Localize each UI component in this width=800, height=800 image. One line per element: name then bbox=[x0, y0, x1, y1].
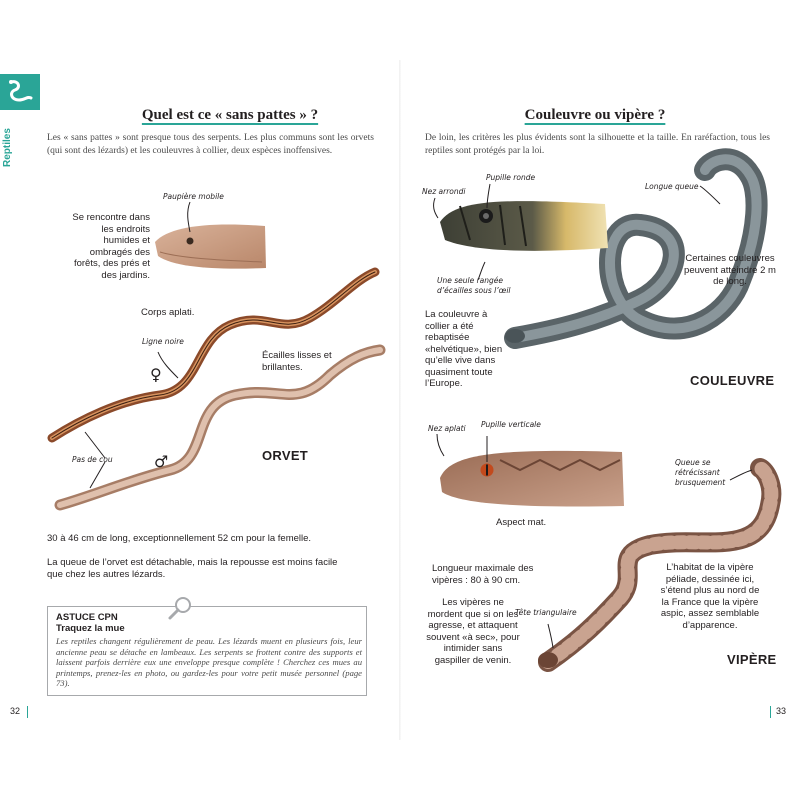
page-number-right: 33 bbox=[776, 706, 787, 716]
label-rangee-ecailles: Une seule rangée d’écailles sous l’œil bbox=[437, 276, 511, 295]
intro-text-right: De loin, les critères les plus évidents sont la silhouette et la taille. En raréfaction, tous les reptiles sont protégés par la loi. bbox=[425, 133, 770, 156]
female-symbol: ♀ bbox=[150, 365, 162, 384]
label-corps: Corps aplati. bbox=[141, 307, 195, 318]
page-number-left: 32 bbox=[10, 706, 21, 716]
label-paupiere: Paupière mobile bbox=[163, 192, 224, 201]
label-habitat-orvet: Se rencontre dans les endroits humides et ombragés des forêts, des prés et des jardins. bbox=[72, 212, 150, 281]
orvet-male-illustration bbox=[60, 350, 380, 505]
label-taille-couleuvre: Certaines couleuvres peuvent atteindre 2 m de long. bbox=[684, 253, 776, 287]
label-nez-aplati: Nez aplati bbox=[428, 424, 466, 433]
couleuvre-body-illustration bbox=[505, 159, 757, 343]
label-tete-triangulaire: Tête triangulaire bbox=[515, 608, 577, 617]
page-title-right: Couleuvre ou vipère ? bbox=[524, 107, 666, 123]
tip-heading: Traquez la mue bbox=[56, 623, 125, 634]
book-gutter bbox=[399, 60, 401, 740]
label-vipere-mordent: Les vipères ne mordent que si on les agresse, et attaquent souvent «à sec», pour intimider sans gaspiller de venin. bbox=[426, 597, 520, 666]
tip-badge: ASTUCE CPN bbox=[56, 612, 118, 623]
label-ligne-noire: Ligne noire bbox=[142, 337, 184, 346]
chapter-label: Reptiles bbox=[2, 128, 13, 168]
male-symbol: ♂ bbox=[154, 452, 169, 471]
orvet-length-text: 30 à 46 cm de long, exceptionnellement 52 cm pour la femelle. bbox=[47, 533, 312, 544]
label-ecailles: Écailles lisses et brillantes. bbox=[262, 350, 332, 373]
label-aspect-mat: Aspect mat. bbox=[496, 517, 547, 528]
page-title-left: Quel est ce « sans pattes » ? bbox=[141, 107, 319, 123]
snake-icon bbox=[5, 78, 35, 106]
label-longue-queue: Longue queue bbox=[645, 182, 699, 191]
vipere-head-illustration bbox=[440, 451, 624, 507]
label-longueur-vipere: Longueur maximale des vipères : 80 à 90 cm. bbox=[432, 563, 534, 586]
species-name-couleuvre: COULEUVRE bbox=[690, 373, 775, 388]
label-nez-arrondi: Nez arrondi bbox=[422, 187, 466, 196]
species-name-orvet: ORVET bbox=[262, 448, 309, 463]
chapter-tab bbox=[0, 74, 40, 110]
page-number-rule-left bbox=[27, 706, 28, 718]
label-queue-retrecissant: Queue se rétrécissant brusquement bbox=[675, 458, 726, 487]
species-name-vipere: VIPÈRE bbox=[727, 652, 777, 667]
label-pas-de-cou: Pas de cou bbox=[72, 455, 113, 464]
tip-body: Les reptiles changent régulièrement de peau. Les lézards muent en plusieurs fois, leur ancienne peau se détache en lambeaux. Les serpents se frottent contre des supports et laissent parfois derrière eux une enveloppe presque complète ! Cherchez ces mues au printemps, prenez-les en photo, ou gardez-les pour votre petit musée personnel (page 73). bbox=[56, 636, 362, 688]
label-pupille-verticale: Pupille verticale bbox=[481, 420, 541, 429]
couleuvre-head-illustration bbox=[440, 201, 608, 251]
label-habitat-vipere: L’habitat de la vipère péliade, dessinée ici, s’étend plus au nord de la France que la vipère aspic, assez semblable d’apparence. bbox=[660, 562, 760, 631]
orvet-tail-text: La queue de l’orvet est détachable, mais la repousse est moins facile que chez les autres lézards. bbox=[47, 557, 338, 580]
magnifier-icon bbox=[166, 595, 196, 621]
page-number-rule-right bbox=[770, 706, 771, 718]
orvet-head-illustration bbox=[155, 225, 266, 269]
label-helvetique: La couleuvre à collier a été rebaptisée «helvétique», bien qu’elle vive dans quasiment toute l’Europe. bbox=[425, 309, 503, 389]
label-pupille-ronde: Pupille ronde bbox=[486, 173, 536, 182]
tip-box bbox=[47, 606, 367, 696]
intro-text-left: Les « sans pattes » sont presque tous des serpents. Les plus communs sont les orvets (qui sont des lézards) et les couleuvres à collier, deux espèces inoffensives. bbox=[47, 133, 374, 156]
